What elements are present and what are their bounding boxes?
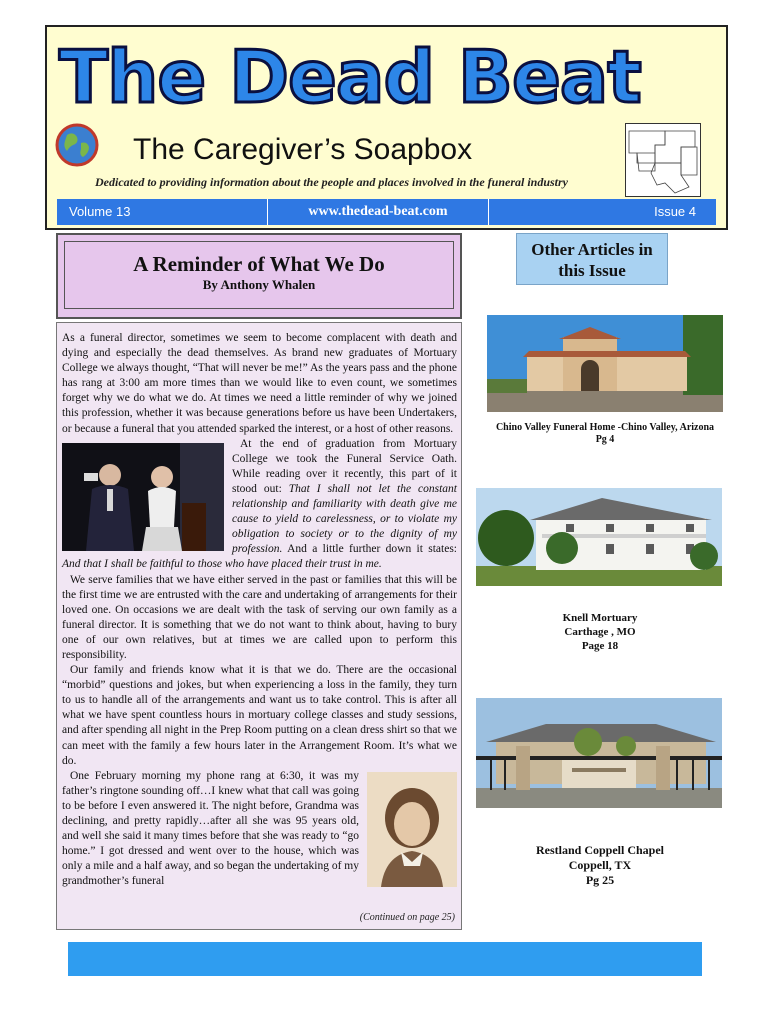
restland-coppell-photo (476, 698, 722, 808)
graduates-photo (62, 443, 224, 551)
masthead (45, 25, 728, 230)
article-paragraph: We serve families that we have either served in the past or families that this will be the first time we are entrusted with the care and undertaking of arrangements for their loved one. On occasions we are dealt with the task of serving our own family as a funeral director. It is something that we do not want to think about, having to bury one of our own relatives, but at times we are called upon to perform this responsibility. (62, 573, 457, 661)
article-paragraph: As a funeral director, sometimes we seem to become complacent with death and dying and especially the dead themselves. As brand new graduates of Mortuary College we always thought, “That will never be me!” As the years pass and the phone has rang at 3:00 am more times than we would like to even count, we sometimes forget why we do what we do. At times we need a little reminder of why we joined this profession, whether it was because generations before us have been Undertakers, or because a funeral that you attended sparked the interest, or a host of other reasons. (62, 332, 457, 435)
oath-quote: That I shall not let the constant relationship and familiarity with death give me cause to yield to carelessness, or to violate my obligation to society or to the dignity of my profession. (232, 482, 457, 556)
dedication-line: Dedicated to providing information about the people and places involved in the funeral industry (95, 175, 569, 189)
oath-quote: And that I shall be faithful to those who have placed their trust in me. (62, 558, 382, 571)
article-byline: By Anthony Whalen (202, 277, 316, 292)
newsletter-title: The Dead Beat (59, 35, 641, 119)
article-paragraph: At the end of graduation from Mortuary College we took the Funeral Service Oath. While reading over it recently, this part of it stood out: That I shall not let the constant relationship and familiarity with death give me cause to yield to carelessness, or to violate my obligation to society or to the dignity of my profession. And a little further down it states: And that I shall be faithful to those who have placed their trust in me. (62, 437, 457, 571)
article-title: A Reminder of What We Do (133, 252, 385, 276)
newsletter-subtitle: The Caregiver’s Soapbox (133, 133, 473, 166)
issue-info-bar (57, 199, 716, 225)
sidebar-title: Other Articles in this Issue (516, 233, 668, 285)
issue-label: Issue 4 (654, 204, 696, 219)
chino-valley-photo (487, 315, 723, 412)
website-link[interactable]: www.thedead-beat.com (267, 199, 489, 225)
knell-mortuary-photo (476, 488, 722, 586)
article-paragraph: Our family and friends know what it is that we do. There are the occasional “morbid” questions and jokes, but when experiencing a loss in the family, they turn to us to handle all of the arrangements and want us to take control. This is after all what we have spent countless hours in mortuary college classes and study sessions, and after spending all night in the Prep Room putting on a clean dress shirt so that we can meet with the family a few hours later in the Arrangement Room. It’s what we do. (62, 664, 457, 767)
sidebar-item-chino-valley[interactable]: Chino Valley Funeral Home -Chino Valley, Arizona Pg 4 (495, 422, 715, 445)
article-body (56, 322, 462, 930)
footer-bar (68, 942, 702, 976)
article-paragraph: One February morning my phone rang at 6:30, it was my father’s ringtone sounding off…I knew what that call was going to be before I even answered it. The night before, Grandma was declining, and pretty rapidly…after all she was 95 years old, and well she said it many times before that she was ready to “go home.” I got dressed and went over to the house, which was only a mile and a half away, and so began the undertaking of my grandmother’s funeral (62, 769, 359, 888)
us-map-icon (625, 123, 701, 197)
sidebar-item-knell-mortuary[interactable]: Knell Mortuary Carthage , MO Page 18 (562, 612, 638, 652)
sidebar-item-restland-coppell[interactable]: Restland Coppell Chapel Coppell, TX Pg 25 (535, 843, 665, 887)
globe-icon (55, 123, 99, 167)
article-header (56, 233, 462, 319)
volume-label: Volume 13 (69, 204, 131, 219)
grandmother-portrait (367, 772, 457, 887)
continued-note[interactable]: (Continued on page 25) (359, 911, 455, 923)
